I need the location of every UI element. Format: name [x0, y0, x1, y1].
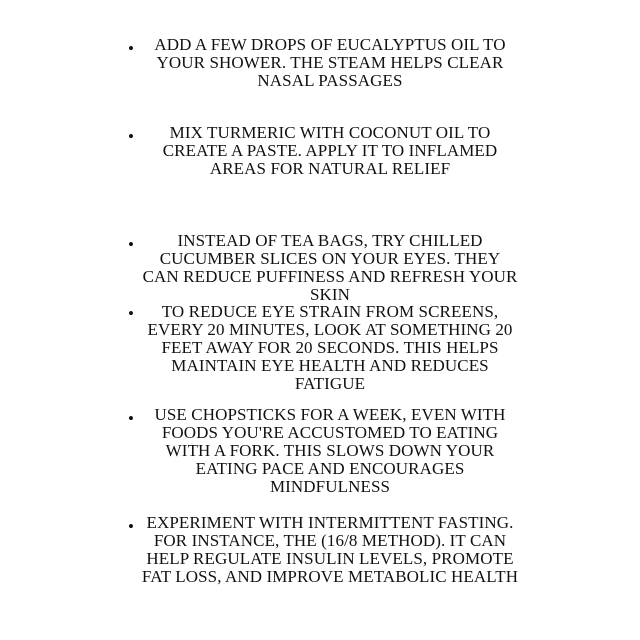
tip-item [0, 231, 640, 304]
tip-text: MIX TURMERIC WITH COCONUT OIL TO CREATE A PASTE. APPLY IT TO INFLAMED AREAS FOR NATURAL RELIEF [162, 123, 498, 178]
tip-text: INSTEAD OF TEA BAGS, TRY CHILLED CUCUMBER SLICES ON YOUR EYES. THEY CAN REDUCE PUFFINESS AND REFRESH YOUR SKIN [142, 231, 518, 304]
bullet-icon: • [128, 304, 134, 323]
tip-item [0, 123, 640, 178]
tip-text: EXPERIMENT WITH INTERMITTENT FASTING. FOR INSTANCE, THE (16/8 METHOD). IT CAN HELP REGULATE INSULIN LEVELS, PROMOTE FAT LOSS, AND IMPROVE METABOLIC HEALTH [141, 513, 519, 586]
tip-item [0, 405, 640, 496]
bullet-icon: • [128, 235, 134, 254]
bullet-icon: • [128, 409, 134, 428]
tip-item [0, 302, 640, 393]
bullet-icon: • [128, 517, 134, 536]
tip-text: TO REDUCE EYE STRAIN FROM SCREENS, EVERY 20 MINUTES, LOOK AT SOMETHING 20 FEET AWAY FOR 20 SECONDS. THIS HELPS MAINTAIN EYE HEALTH AND REDUCES FATIGUE [147, 302, 513, 393]
bullet-icon: • [128, 127, 134, 146]
tip-item [0, 35, 640, 90]
tip-text: USE CHOPSTICKS FOR A WEEK, EVEN WITH FOODS YOU'RE ACCUSTOMED TO EATING WITH A FORK. THIS SLOWS DOWN YOUR EATING PACE AND ENCOURAGES MINDFULNESS [154, 405, 506, 496]
tip-text: ADD A FEW DROPS OF EUCALYPTUS OIL TO YOUR SHOWER. THE STEAM HELPS CLEAR NASAL PASSAGES [154, 35, 506, 90]
bullet-icon: • [128, 39, 134, 58]
tip-item [0, 513, 640, 586]
